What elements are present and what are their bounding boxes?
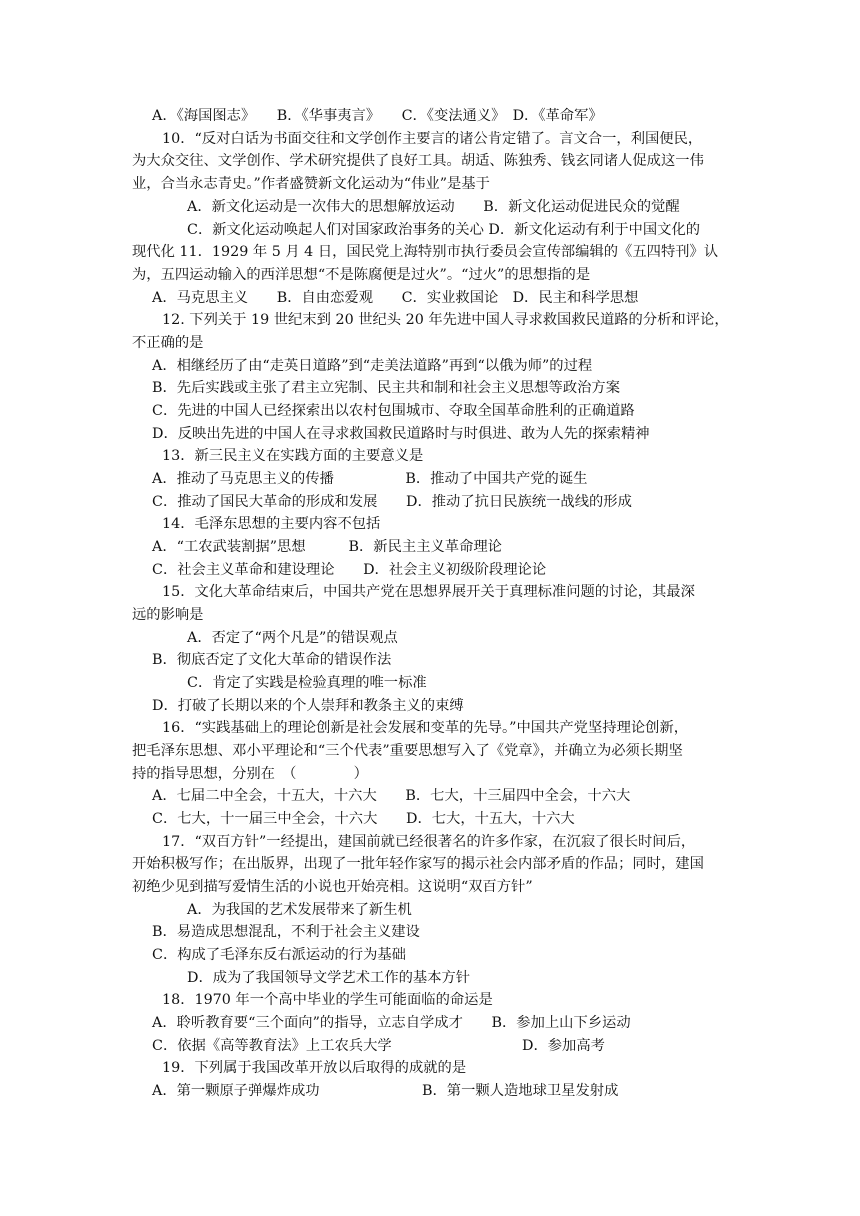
q17-option-a: A．为我国的艺术发展带来了新生机 xyxy=(187,902,412,918)
q19-option-b: B．第一颗人造地球卫星发射成 xyxy=(422,1083,619,1099)
q12-option-b: B．先后实践或主张了君主立宪制、民主共和制和社会主义思想等政治方案 xyxy=(152,380,621,396)
q18-stem: 18．1970 年一个高中毕业的学生可能面临的命运是 xyxy=(162,992,493,1008)
q15-option-d: D．打破了长期以来的个人崇拜和教条主义的束缚 xyxy=(152,698,464,714)
q11-stem-line2: 为，五四运动输入的西洋思想“不是陈腐便是过火”。“过火”的思想指的是 xyxy=(132,267,591,283)
q13-options-cd: C．推动了国民大革命的形成和发展 D．推动了抗日民族统一战线的形成 xyxy=(152,494,632,510)
q18-option-c: C．依据《高等教育法》上工农兵大学 xyxy=(152,1038,392,1054)
q14-options-cd: C．社会主义革命和建设理论 D．社会主义初级阶段理论论 xyxy=(152,562,547,578)
q18-option-d: D．参加高考 xyxy=(522,1038,605,1054)
q15-option-a: A．否定了“两个凡是”的错误观点 xyxy=(187,630,398,646)
q10-stem-line3: 业，合当永志青史。”作者盛赞新文化运动为“伟业”是基于 xyxy=(132,176,490,192)
q13-stem: 13．新三民主义在实践方面的主要意义是 xyxy=(162,448,424,464)
q12-stem-line1: 12. 下列关于 19 世纪末到 20 世纪头 20 年先进中国人寻求救国救民道路的分析和评论， xyxy=(162,312,729,328)
q12-option-d: D．反映出先进的中国人在寻求救国救民道路时与时俱进、敢为人先的探索精神 xyxy=(152,426,650,442)
q16-stem-line3: 持的指导思想，分别在 （ ） xyxy=(132,766,368,782)
q17-stem-line3: 初绝少见到描写爱情生活的小说也开始亮相。这说明“双百方针” xyxy=(132,879,533,895)
q12-stem-line2: 不正确的是 xyxy=(132,335,204,351)
q15-option-b: B．彻底否定了文化大革命的错误作法 xyxy=(152,652,392,668)
q12-option-a: A．相继经历了由“走英日道路”到“走美法道路”再到“以俄为师”的过程 xyxy=(152,358,593,374)
q18-options-ab: A．聆听教育要“三个面向”的指导，立志自学成才 B．参加上山下乡运动 xyxy=(152,1015,631,1031)
q14-options-ab: A．“工农武装割据”思想 B．新民主主义革命理论 xyxy=(152,539,502,555)
q9-options: A．《海国图志》 B．《华事夷言》 C．《变法通义》 D．《革命军》 xyxy=(152,108,603,124)
q10-options-cd: C．新文化运动唤起人们对国家政治事务的关心 D．新文化运动有利于中国文化的 xyxy=(187,222,701,238)
q16-stem-line1: 16．“实践基础上的理论创新是社会发展和变革的先导。”中国共产党坚持理论创新， xyxy=(162,720,689,736)
q16-options-cd: C．七大，十一届三中全会，十六大 D．七大，十五大，十六大 xyxy=(152,811,575,827)
q19-option-a: A．第一颗原子弹爆炸成功 xyxy=(152,1083,320,1099)
q17-stem-line1: 17．“双百方针”一经提出，建国前就已经很著名的许多作家，在沉寂了很长时间后， xyxy=(162,834,696,850)
q19-stem: 19．下列属于我国改革开放以后取得的成就的是 xyxy=(162,1060,467,1076)
q10-options-ab: A．新文化运动是一次伟大的思想解放运动 B．新文化运动促进民众的觉醒 xyxy=(187,199,680,215)
q17-option-d: D．成为了我国领导文学艺术工作的基本方针 xyxy=(187,970,471,986)
q10-stem-line2: 为大众交往、文学创作、学术研究提供了良好工具。胡适、陈独秀、钱玄同诸人促成这一伟 xyxy=(132,153,704,169)
q11-stem-line1: 现代化 11．1929 年 5 月 4 日，国民党上海特别市执行委员会宣传部编辑的《五四特刊》认 xyxy=(132,244,719,260)
q13-options-ab: A．推动了马克思主义的传播 B．推动了中国共产党的诞生 xyxy=(152,471,588,487)
q16-options-ab: A．七届二中全会，十五大，十六大 B．七大，十三届四中全会，十六大 xyxy=(152,788,631,804)
q16-stem-line2: 把毛泽东思想、邓小平理论和“三个代表”重要思想写入了《党章》，并确立为必须长期坚 xyxy=(132,743,683,759)
q15-stem-line2: 远的影响是 xyxy=(132,607,204,623)
q17-stem-line2: 开始积极写作；在出版界，出现了一批年轻作家写的揭示社会内部矛盾的作品；同时，建国 xyxy=(132,856,704,872)
q14-stem: 14．毛泽东思想的主要内容不包括 xyxy=(162,516,381,532)
q17-option-c: C．构成了毛泽东反右派运动的行为基础 xyxy=(152,947,406,963)
q15-stem-line1: 15．文化大革命结束后，中国共产党在思想界展开关于真理标准问题的讨论，其最深 xyxy=(162,584,695,600)
q17-option-b: B．易造成思想混乱，不利于社会主义建设 xyxy=(152,924,420,940)
q11-options: A．马克思主义 B．自由恋爱观 C．实业救国论 D．民主和科学思想 xyxy=(152,290,639,306)
q10-stem-line1: 10．“反对白话为书面交往和文学创作主要言的诸公肯定错了。言文合一，利国便民， xyxy=(162,131,703,147)
q15-option-c: C．肯定了实践是检验真理的唯一标准 xyxy=(187,675,427,691)
q12-option-c: C．先进的中国人已经探索出以农村包围城市、夺取全国革命胜利的正确道路 xyxy=(152,403,635,419)
